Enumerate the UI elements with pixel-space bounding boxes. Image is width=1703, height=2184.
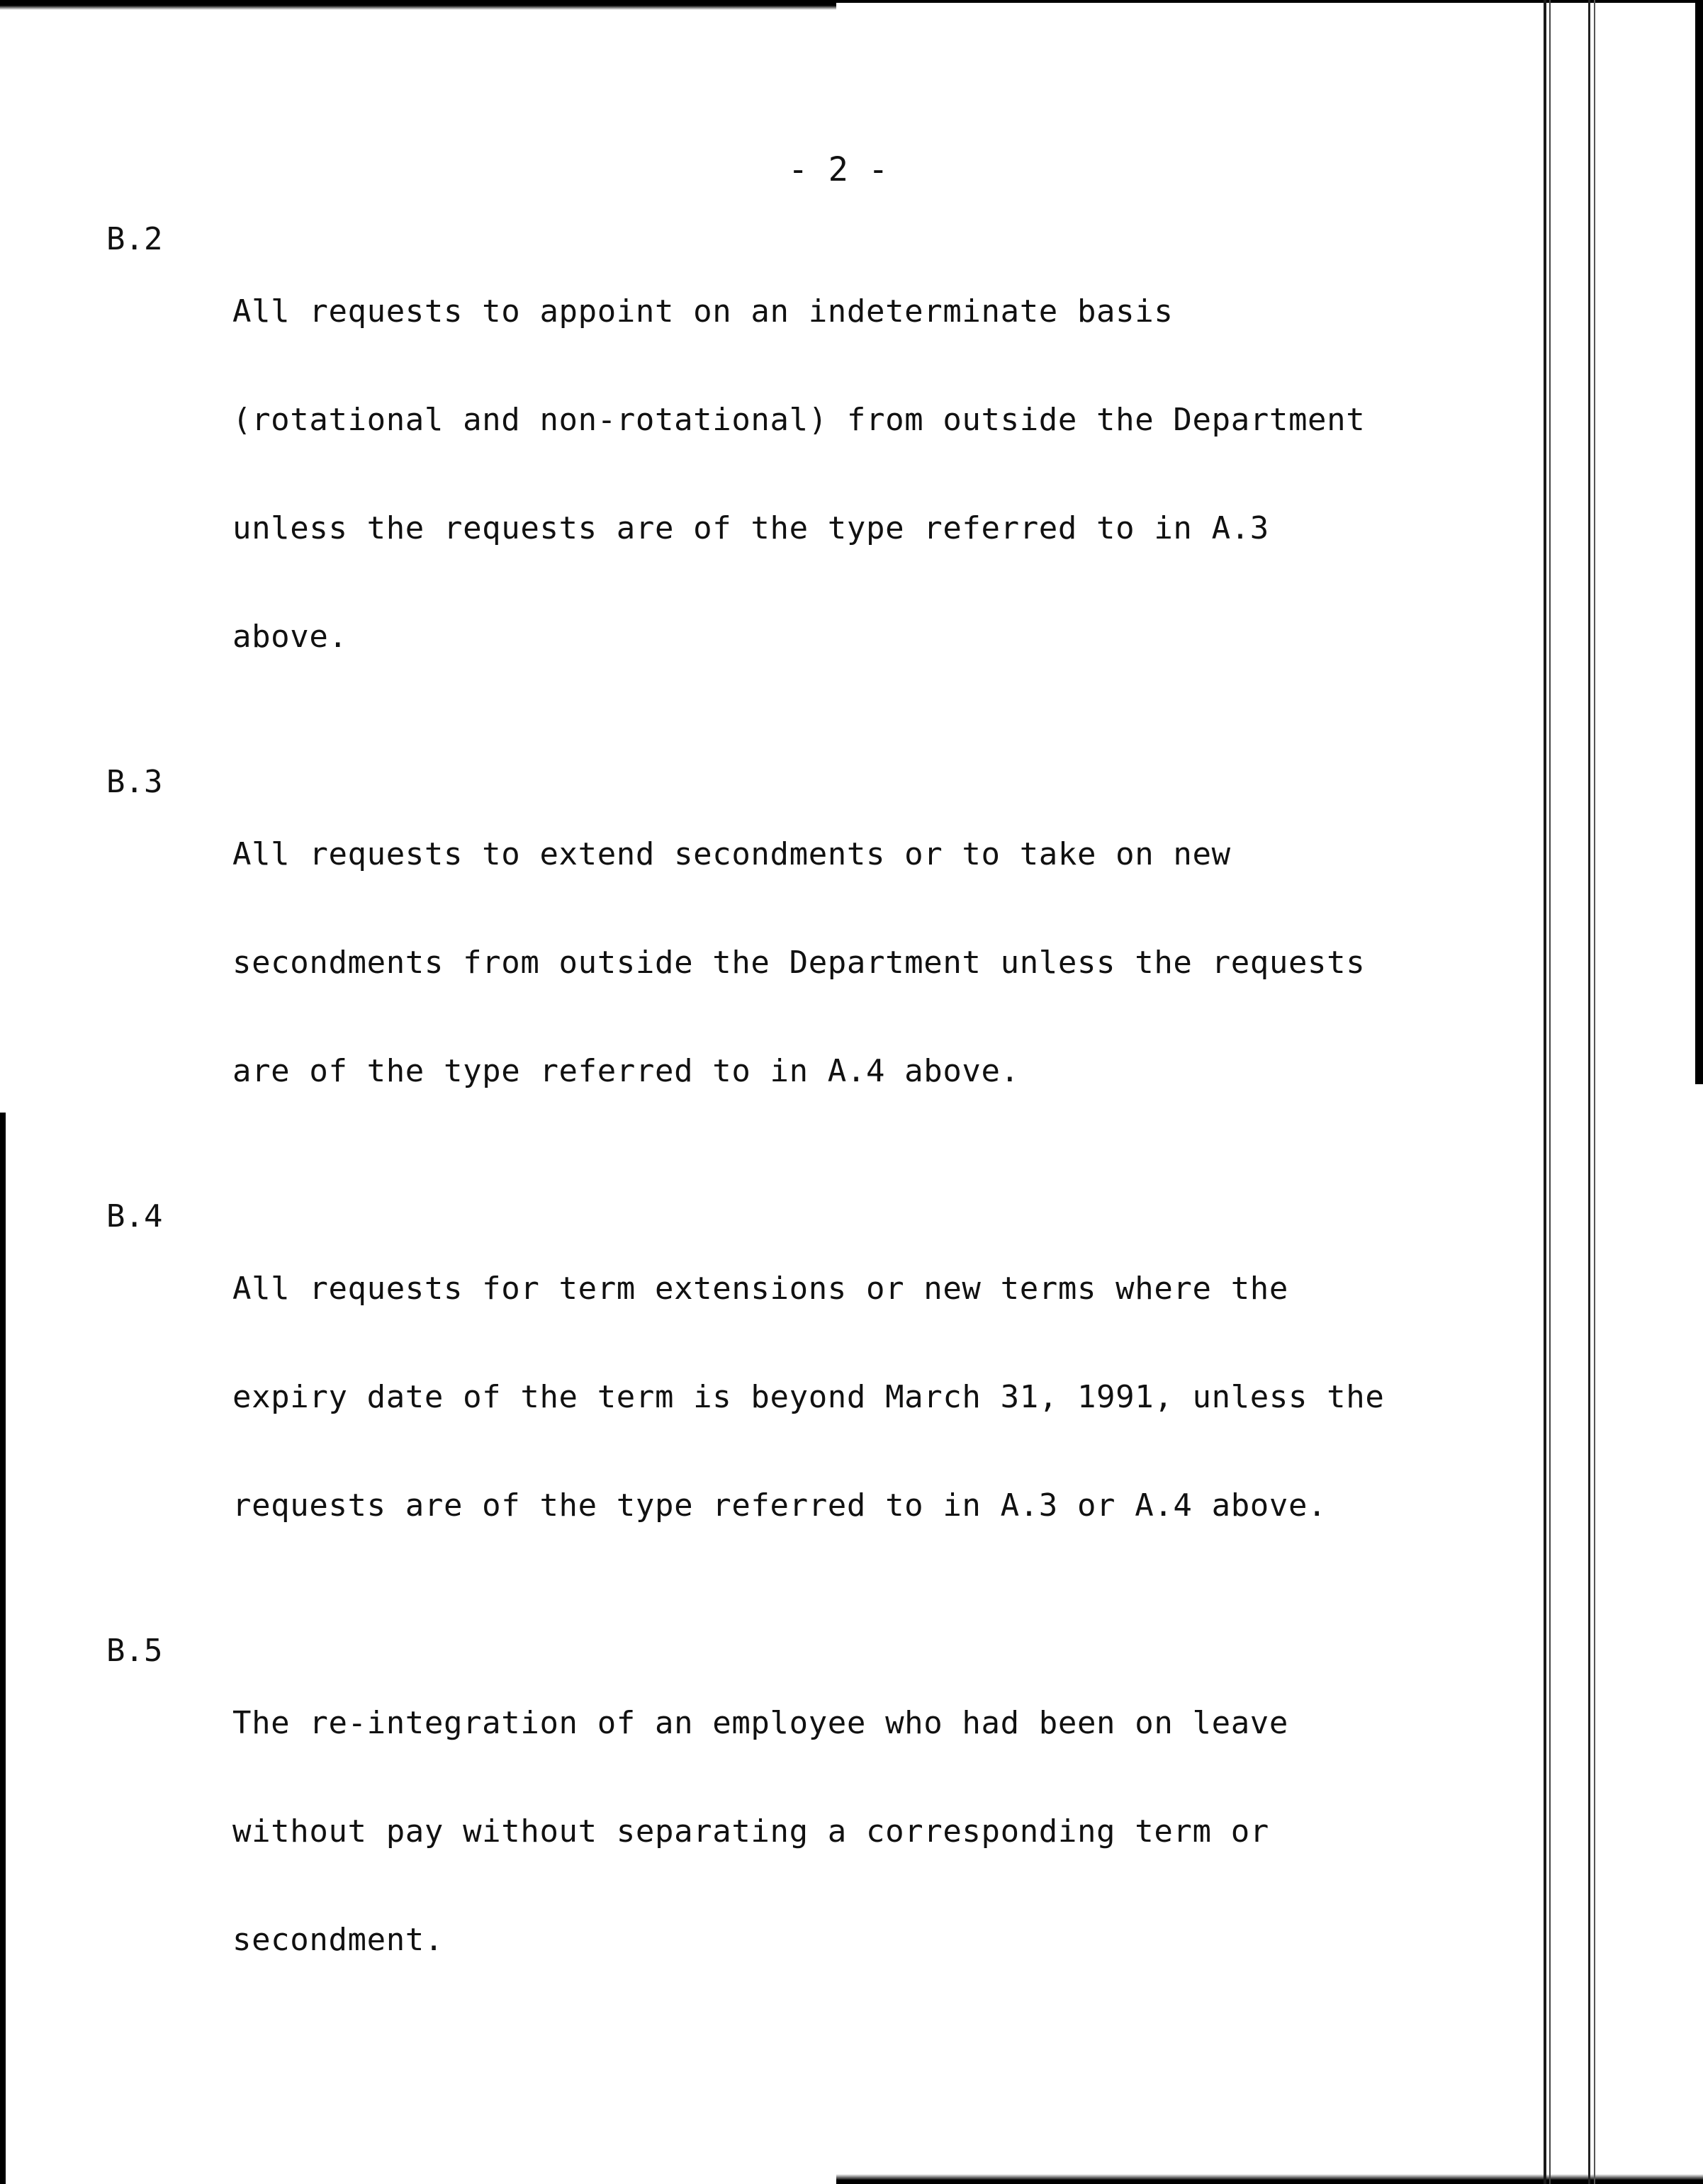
item-line: above. xyxy=(232,619,348,655)
item-id: B.2 xyxy=(106,221,163,257)
item-line: (rotational and non-rotational) from outside the Department xyxy=(232,402,1366,438)
item-id: B.3 xyxy=(106,764,163,800)
scan-binding-line xyxy=(1594,0,1595,2184)
item-line: The re-integration of an employee who had been on leave xyxy=(232,1705,1288,1741)
item-id: B.5 xyxy=(106,1633,163,1669)
item-line: unless the requests are of the type referred to in A.3 xyxy=(232,510,1269,546)
list-item xyxy=(106,764,1531,1161)
item-line: All requests to extend secondments or to take on new xyxy=(232,836,1231,872)
scan-binding-line xyxy=(1588,0,1590,2184)
item-line: are of the type referred to in A.4 above. xyxy=(232,1053,1020,1089)
list-item xyxy=(106,1198,1531,1596)
list-item xyxy=(106,221,1531,727)
page-number: - 2 - xyxy=(788,150,889,189)
list-item xyxy=(106,1633,1531,2030)
scan-left-edge xyxy=(0,1113,6,2184)
scan-top-edge xyxy=(0,0,836,10)
item-line: expiry date of the term is beyond March 31, 1991, unless the xyxy=(232,1379,1385,1415)
item-line: secondment. xyxy=(232,1922,444,1958)
scan-binding-line xyxy=(1544,0,1546,2184)
item-line: All requests to appoint on an indeterminate basis xyxy=(232,293,1174,330)
item-text xyxy=(232,764,1531,1161)
item-line: secondments from outside the Department unless the requests xyxy=(232,945,1366,981)
item-line: requests are of the type referred to in A.3 or A.4 above. xyxy=(232,1487,1327,1524)
item-text xyxy=(232,1633,1531,2030)
item-text xyxy=(232,221,1531,727)
item-list xyxy=(106,221,1531,2067)
scan-top-edge-right xyxy=(836,0,1703,3)
scan-binding-line xyxy=(1549,0,1551,2184)
item-line: without pay without separating a corresponding term or xyxy=(232,1813,1269,1850)
scan-bottom-edge xyxy=(836,2174,1703,2184)
item-line: All requests for term extensions or new terms where the xyxy=(232,1271,1288,1307)
item-id: B.4 xyxy=(106,1198,163,1234)
page-number-row xyxy=(0,106,1703,191)
item-text xyxy=(232,1198,1531,1596)
